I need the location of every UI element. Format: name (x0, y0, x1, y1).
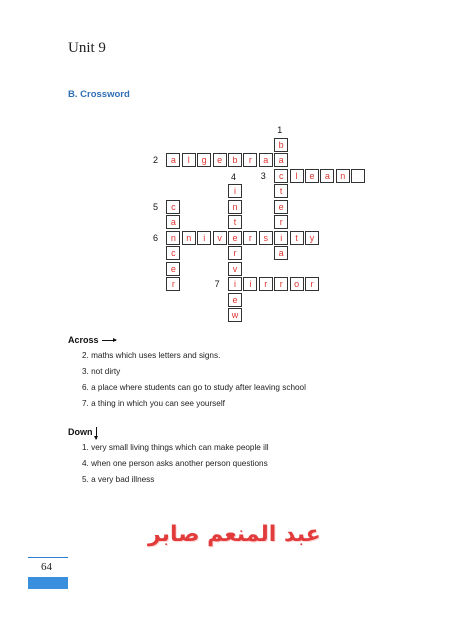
page-number: 64 (41, 561, 52, 573)
crossword-cell: c (166, 200, 180, 214)
arrow-down-icon (96, 427, 97, 439)
crossword-cell: r (305, 277, 319, 291)
crossword-cell: n (228, 200, 242, 214)
crossword-cell: e (228, 231, 242, 245)
clue-number: 2 (153, 155, 159, 165)
crossword-cell: t (290, 231, 304, 245)
across-clue: 6. a place where students can go to study after leaving school (82, 383, 306, 392)
across-clue: 3. not dirty (82, 367, 121, 376)
crossword-cell: y (305, 231, 319, 245)
crossword-cell: r (259, 277, 273, 291)
down-clue: 1. very small living things which can make people ill (82, 443, 269, 452)
crossword-cell: c (274, 169, 288, 183)
down-heading (68, 427, 97, 439)
crossword-cell: b (274, 138, 288, 152)
crossword-cell: w (228, 308, 242, 322)
crossword-cell: b (228, 153, 242, 167)
crossword-cell: a (166, 215, 180, 229)
crossword-cell: e (213, 153, 227, 167)
crossword-cell: t (274, 184, 288, 198)
page-divider (28, 557, 68, 558)
clue-number: 3 (260, 170, 266, 181)
crossword-cell: s (259, 231, 273, 245)
crossword-cell: n (182, 231, 196, 245)
crossword-cell: i (228, 184, 242, 198)
crossword-cell: a (166, 153, 180, 167)
section-title: B. Crossword (68, 89, 130, 100)
crossword-cell: l (182, 153, 196, 167)
crossword-cell: v (228, 262, 242, 276)
clue-number: 4 (231, 171, 237, 182)
crossword-cell: r (166, 277, 180, 291)
across-clue: 2. maths which uses letters and signs. (82, 351, 221, 360)
crossword-cell: g (197, 153, 211, 167)
crossword-cell: a (274, 153, 288, 167)
unit-title: Unit 9 (68, 40, 106, 56)
crossword-cell: i (228, 277, 242, 291)
arrow-right-icon (102, 340, 116, 341)
clue-number: 6 (153, 232, 159, 243)
crossword-cell: e (305, 169, 319, 183)
crossword-cell: i (274, 231, 288, 245)
across-heading (68, 335, 116, 345)
down-clue: 5. a very bad illness (82, 475, 155, 484)
crossword-cell: r (243, 153, 257, 167)
crossword-cell: v (213, 231, 227, 245)
crossword-cell: a (274, 246, 288, 260)
across-clue: 7. a thing in which you can see yourself (82, 399, 225, 408)
crossword-cell: n (336, 169, 350, 183)
crossword-cell: r (274, 277, 288, 291)
crossword-cell: e (166, 262, 180, 276)
crossword-cell: r (274, 215, 288, 229)
crossword-cell: e (228, 293, 242, 307)
down-clue: 4. when one person asks another person questions (82, 459, 268, 468)
signature: عبد المنعم صابر (148, 522, 321, 547)
clue-number: 5 (153, 201, 159, 212)
crossword-cell: n (166, 231, 180, 245)
crossword-cell: r (228, 246, 242, 260)
clue-number: 1 (277, 125, 283, 135)
crossword-cell: c (166, 246, 180, 260)
crossword-cell: t (228, 215, 242, 229)
crossword-cell: l (290, 169, 304, 183)
clue-number: 7 (214, 279, 220, 289)
crossword-cell: i (243, 277, 257, 291)
crossword-cell (351, 169, 365, 183)
crossword-cell: e (274, 200, 288, 214)
page-bar (28, 577, 68, 589)
crossword-cell: a (259, 153, 273, 167)
crossword-cell: a (320, 169, 334, 183)
crossword-cell: i (197, 231, 211, 245)
crossword-cell: o (290, 277, 304, 291)
crossword-cell: r (243, 231, 257, 245)
across-label: Across (68, 335, 99, 345)
down-label: Down (68, 427, 93, 437)
